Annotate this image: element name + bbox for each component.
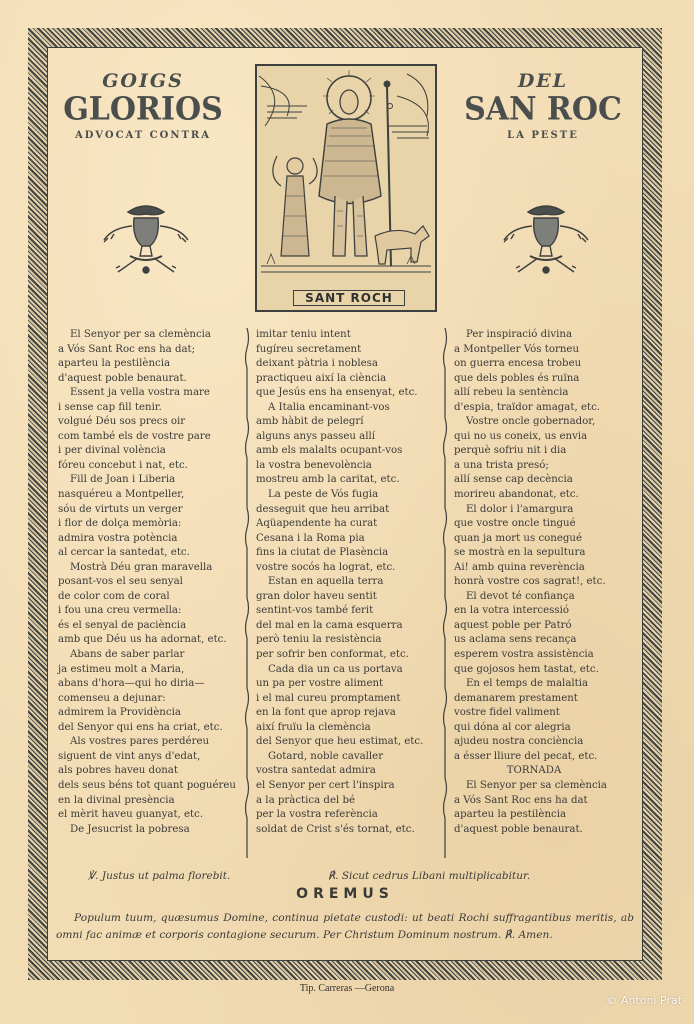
verse-line: del Senyor que heu estimat, etc. [256, 736, 424, 748]
verse-line: i sense cap fill tenir. [58, 401, 162, 413]
verse-line: Ai! amb quina reverència [454, 561, 585, 573]
verse-line: a una trista presó; [454, 459, 549, 471]
verse-line: quan ja mort us conegué [454, 532, 582, 544]
verse-line: El devot té confiança [466, 590, 575, 602]
column-separator-wavy-icon [244, 328, 250, 858]
response-text: ℟. Sicut cedrus Libani multiplicabitur. [328, 870, 531, 882]
verse-line: En el temps de malaltia [466, 678, 589, 690]
verse-line: aparteu la pestilència [58, 358, 171, 370]
versicle-text: ℣. Justus ut palma florebit. [88, 870, 231, 882]
verse-line: El Senyor per sa clemència [466, 779, 607, 791]
subtitle-advocat-contra: ADVOCAT CONTRA [75, 130, 211, 141]
verse-line: amb que Déu us ha adornat, etc. [58, 634, 227, 646]
verse-line: alguns anys passeu allí [256, 430, 376, 442]
title-glorios: GLORIOS [63, 91, 223, 128]
verse-line: al cercar la santedat, etc. [58, 547, 190, 559]
verse-line: de color com de coral [58, 590, 170, 602]
verse-line: aparteu la pestilència [454, 809, 567, 821]
verse-line: comenseu a dejunar: [58, 692, 166, 704]
verse-column-1 [58, 328, 248, 837]
verse-line: esperem vostra assistència [454, 649, 594, 661]
verse-line: en la font que aprop rejava [256, 707, 396, 719]
verse-line: allí sense cap decència [454, 474, 573, 486]
oremus-heading: OREMUS [296, 886, 394, 902]
verse-line: i fou una creu vermella: [58, 605, 182, 617]
verse-line: amb hàbit de pelegrí [256, 416, 364, 428]
verse-line: d'aquest poble benaurat. [454, 823, 583, 835]
verse-line: perquè sofriu nit i dia [454, 445, 567, 457]
saint-roch-woodcut [255, 64, 437, 312]
verse-line: us aclama sens recança [454, 634, 577, 646]
verse-line: d'aquest poble benaurat. [58, 372, 187, 384]
verse-line: que gojosos hem tastat, etc. [454, 663, 599, 675]
verse-line: i el mal cureu promptament [256, 692, 401, 704]
verse-line: als pobres haveu donat [58, 765, 178, 777]
verse-line: dels seus béns tot quant poguéreu [58, 779, 236, 791]
section-heading-tornada: TORNADA [506, 765, 562, 777]
verse-line: a la pràctica del bé [256, 794, 356, 806]
verse-line: Mostrà Déu gran maravella [70, 561, 213, 573]
verse-line: morireu abandonat, etc. [454, 489, 579, 501]
verse-line: qui no us coneix, us envia [454, 430, 588, 442]
verse-line: que dels pobles és ruïna [454, 372, 580, 384]
urn-ornament-left-icon [98, 198, 194, 278]
verse-line: aquest poble per Patró [454, 619, 572, 631]
verse-line: a Vós Sant Roc ens ha dat [454, 794, 588, 806]
verse-line: és el senyal de paciència [58, 619, 187, 631]
verse-line: Cesana i la Roma pia [256, 532, 365, 544]
verse-line: a Montpeller Vós torneu [454, 343, 580, 355]
verse-line: i flor de dolça memòria: [58, 518, 182, 530]
verse-line: el mèrit haveu guanyat, etc. [58, 809, 204, 821]
saint-roch-engraving-icon [257, 66, 435, 310]
verse-line: De Jesucrist la pobresa [70, 823, 190, 835]
title-goigs: GOIGS [102, 70, 184, 92]
verse-line: la vostra benevolència [256, 459, 372, 471]
verse-line: amb els malalts ocupant-vos [256, 445, 403, 457]
verse-line: en la divinal presència [58, 794, 175, 806]
verse-line: qui dóna al cor alegria [454, 721, 571, 733]
verse-line: sóu de virtuts un verger [58, 503, 183, 515]
verse-line: siguent de vint anys d'edat, [58, 750, 201, 762]
verse-line: La peste de Vós fugia [268, 489, 379, 501]
verse-column-3 [454, 328, 644, 837]
verse-line: vostre fidel valiment [454, 707, 560, 719]
verse-line: vostra santedat admira [256, 765, 376, 777]
verse-line: ja estimeu molt a Maria, [58, 663, 185, 675]
verse-line: ajudeu nostra conciència [454, 736, 584, 748]
verse-line: vostre socós ha lograt, etc. [256, 561, 396, 573]
verse-line: se mostrà en la sepultura [454, 547, 586, 559]
column-separator-wavy-icon [442, 328, 448, 858]
verse-line: Fill de Joan i Liberia [70, 474, 176, 486]
oremus-prayer: Populum tuum, quæsumus Domine, continua pietate custodi: ut beati Rochi suffragantibus meritis, ab omni fac animæ et corporis contagione securum. Per Christum Dominum nostrum. ℟. Amen. [56, 912, 634, 941]
verse-line: allí rebeu la sentència [454, 387, 569, 399]
verse-line: però teniu la resistència [256, 634, 382, 646]
verse-line: sentint-vos també ferit [256, 605, 374, 617]
verse-line: el Senyor per cert l'inspira [256, 779, 395, 791]
verse-line: Essent ja vella vostra mare [70, 387, 210, 399]
verse-line: fins la ciutat de Plasència [256, 547, 389, 559]
verse-line: Abans de saber parlar [70, 649, 185, 661]
verse-line: a ésser lliure del pecat, etc. [454, 750, 598, 762]
subtitle-la-peste: LA PESTE [507, 130, 579, 141]
verse-line: desseguit que heu arribat [256, 503, 390, 515]
verse-line: fugíreu secretament [256, 343, 362, 355]
verse-line: per la vostra referència [256, 809, 378, 821]
verse-line: practiqueu així la ciència [256, 372, 387, 384]
woodcut-caption: SANT ROCH [293, 290, 405, 306]
verse-line: admira vostra potència [58, 532, 178, 544]
verse-line: per sofrir ben conformat, etc. [256, 649, 409, 661]
verse-line: que vostre oncle tingué [454, 518, 576, 530]
verse-line: del mal en la cama esquerra [256, 619, 403, 631]
verse-line: com també els de vostre pare [58, 430, 211, 442]
verse-line: El dolor i l'amargura [466, 503, 574, 515]
verse-line: Gotard, noble cavaller [268, 750, 384, 762]
verse-line: d'espia, traïdor amagat, etc. [454, 401, 601, 413]
verse-line: abans d'hora—qui ho diria— [58, 678, 205, 690]
verse-line: demanarem prestament [454, 692, 578, 704]
verse-line: Per inspiració divina [466, 329, 573, 340]
verse-line: on guerra encesa trobeu [454, 358, 582, 370]
verse-line: admirem la Providència [58, 707, 181, 719]
verse-line: deixant pàtria i noblesa [256, 358, 378, 370]
verse-line: volgué Déu sos precs oir [58, 416, 186, 428]
printer-imprint: Tip. Carreras —Gerona [299, 983, 395, 994]
verse-line: i per divinal volència [58, 445, 166, 457]
verse-line: així fruïu la clemència [256, 721, 371, 733]
verse-line: Als vostres pares perdéreu [70, 736, 210, 748]
verse-line: Cada dia un ca us portava [268, 663, 403, 675]
verse-line: A Italia encaminant-vos [268, 401, 390, 413]
verse-line: gran dolor haveu sentit [256, 590, 377, 602]
verse-line: El Senyor per sa clemència [70, 329, 211, 340]
verse-line: que Jesús ens ha ensenyat, etc. [256, 387, 418, 399]
title-del: DEL [517, 70, 569, 92]
verse-line: nasquéreu a Montpeller, [58, 489, 185, 501]
goigs-sheet [48, 48, 642, 960]
title-san-roc: SAN ROC [464, 91, 622, 128]
verse-column-2 [256, 328, 446, 837]
verse-line: en la votra intercessió [454, 605, 569, 617]
verse-line: imitar teniu intent [256, 329, 351, 340]
verse-line: Estan en aquella terra [268, 576, 384, 588]
verse-line: del Senyor qui ens ha criat, etc. [58, 721, 223, 733]
urn-ornament-right-icon [498, 198, 594, 278]
title-right-block [448, 70, 638, 141]
verse-line: honrà vostre cos sagrat!, etc. [454, 576, 606, 588]
verse-line: Vostre oncle gobernador, [466, 416, 596, 428]
verse-line: un pa per vostre aliment [256, 678, 384, 690]
verse-line: fóreu concebut i nat, etc. [58, 459, 188, 471]
verse-line: Aqüapendente ha curat [256, 518, 378, 530]
verse-line: soldat de Crist s'és tornat, etc. [256, 823, 415, 835]
verse-line: posant-vos el seu senyal [58, 576, 183, 588]
verse-line: a Vós Sant Roc ens ha dat; [58, 343, 196, 355]
title-left-block [48, 70, 238, 141]
verses-block [58, 328, 638, 858]
copyright-watermark: © Antoni Prat [606, 994, 682, 1007]
verse-line: mostreu amb la caritat, etc. [256, 474, 400, 486]
